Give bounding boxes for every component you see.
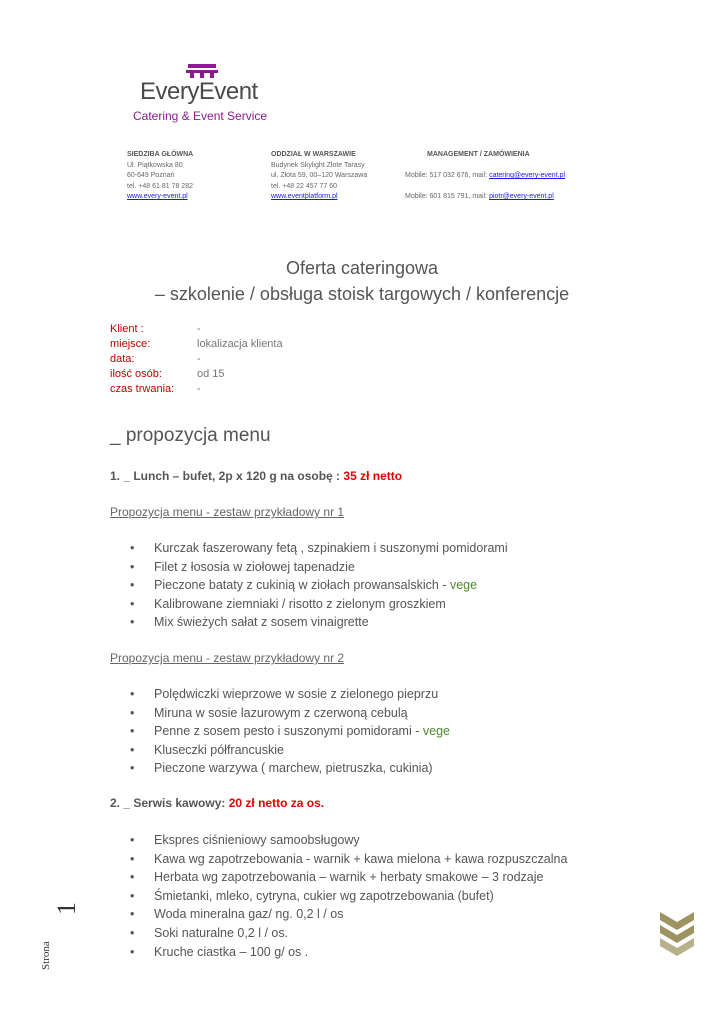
date-value: - xyxy=(197,353,201,365)
branch-street: ul. Złota 59, 00–120 Warszawa xyxy=(271,172,368,179)
set-1-list xyxy=(110,539,508,632)
page-label: Strona xyxy=(40,941,52,970)
list-item: • Kawa wg zapotrzebowania - warnik + kawa mielona + kawa rozpuszczalna xyxy=(110,850,567,869)
branch-building: Budynek Skylight Złote Tarasy xyxy=(271,161,365,169)
header-management xyxy=(405,150,565,203)
coffee-price: 20 zł netto za os. xyxy=(228,796,325,810)
mobile-2-text: Mobile: 601 815 791, mail: xyxy=(405,193,488,200)
management-title: MANAGEMENT / ZAMÓWIENIA xyxy=(427,151,530,158)
list-item xyxy=(110,576,508,595)
vege-tag: vege xyxy=(422,724,450,739)
vege-tag: vege xyxy=(449,578,478,593)
list-item: • Kluseczki półfrancuskie xyxy=(110,741,450,760)
hq-website-link[interactable]: www.every-event.pl xyxy=(127,193,188,200)
list-item: • Miruna w sosie lazurowym z czerwoną cebulą xyxy=(110,704,450,723)
list-item: • Kalibrowane ziemniaki / risotto z zielonym groszkiem xyxy=(110,595,508,614)
page-number: 1 xyxy=(52,902,81,915)
list-item: • Woda mineralna gaz/ ng. 0,2 l / os xyxy=(110,905,567,924)
header-warsaw-branch xyxy=(271,150,367,203)
client-label: Klient : xyxy=(110,323,144,335)
hq-street: Ul. Piątkowska 80 xyxy=(127,161,183,169)
hq-city: 60-649 Poznań xyxy=(127,172,175,179)
list-item: • Kruche ciastka – 100 g/ os . xyxy=(110,943,567,962)
chevron-down-icon xyxy=(660,912,694,960)
branch-website-link[interactable]: www.eventplatform.pl xyxy=(271,193,338,200)
logo-tagline: Catering & Event Service xyxy=(133,109,268,123)
lunch-price: 35 zł netto xyxy=(343,469,403,483)
list-item: • Herbata wg zapotrzebowania – warnik + herbaty smakowe – 3 rodzaje xyxy=(110,868,567,887)
hq-title: SIEDZIBA GŁÓWNA xyxy=(127,151,194,158)
logo-wordmark: EveryEvent xyxy=(140,78,258,105)
duration-value: - xyxy=(197,383,201,395)
list-item: • Pieczone warzywa ( marchew, pietruszka, cukinia) xyxy=(110,759,450,778)
lunch-heading xyxy=(110,469,402,483)
coffee-heading-text: 2. _ Serwis kawowy: xyxy=(110,796,226,810)
menu-heading: _ propozycja menu xyxy=(110,425,271,446)
lunch-heading-text: 1. _ Lunch – bufet, 2p x 120 g na osobę : xyxy=(110,469,341,483)
hq-phone: tel. +48 61 81 78 282 xyxy=(127,182,193,190)
list-item: • Soki naturalne 0,2 l / os. xyxy=(110,924,567,943)
list-item xyxy=(110,722,450,741)
branch-phone: tel. +48 22 457 77 60 xyxy=(271,182,337,190)
set-2-title: Propozycja menu - zestaw przykładowy nr 2 xyxy=(110,651,345,665)
set-1-title: Propozycja menu - zestaw przykładowy nr 1 xyxy=(110,505,345,519)
branch-title: ODDZIAŁ W WARSZAWIE xyxy=(271,151,356,158)
list-item-text: Pieczone bataty z cukinią w ziołach prowansalskich - xyxy=(154,578,450,593)
list-item: • Kurczak faszerowany fetą , szpinakiem i suszonymi pomidorami xyxy=(110,539,508,558)
list-item-text: Penne z sosem pesto i suszonymi pomidorami - xyxy=(154,724,423,739)
mobile-1-text: Mobile: 517 032 676, mail: xyxy=(405,172,488,179)
piotr-mail-link[interactable]: piotr@every-event.pl xyxy=(489,193,554,200)
header-headquarters xyxy=(127,150,193,203)
list-item: • Filet z łososia w ziołowej tapenadzie xyxy=(110,558,508,577)
catering-mail-link[interactable]: catering@every-event.pl xyxy=(489,172,566,179)
offer-subtitle: – szkolenie / obsługa stoisk targowych / konferencje xyxy=(154,284,570,304)
coffee-list xyxy=(110,831,567,961)
client-value: - xyxy=(197,323,201,335)
guests-label: ilość osób: xyxy=(110,368,162,380)
list-item: • Mix świeżych sałat z sosem vinaigrette xyxy=(110,613,508,632)
location-label: miejsce: xyxy=(110,338,151,350)
guests-value: od 15 xyxy=(197,368,225,380)
list-item: • Ekspres ciśnieniowy samoobsługowy xyxy=(110,831,567,850)
coffee-heading xyxy=(110,796,324,810)
offer-title: Oferta cateringowa xyxy=(285,258,439,278)
location-value: lokalizacja klienta xyxy=(197,338,283,350)
duration-label: czas trwania: xyxy=(110,383,175,395)
list-item: • Śmietanki, mleko, cytryna, cukier wg zapotrzebowania (bufet) xyxy=(110,887,567,906)
list-item: • Polędwiczki wieprzowe w sosie z zielonego pieprzu xyxy=(110,685,450,704)
set-2-list xyxy=(110,685,450,778)
date-label: data: xyxy=(110,353,135,365)
